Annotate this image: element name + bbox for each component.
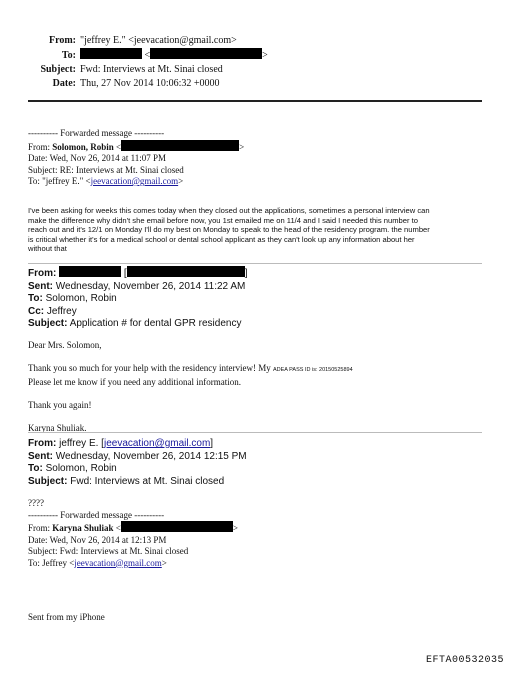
outlook-divider-1 xyxy=(28,263,482,264)
outlook2-from-row xyxy=(28,438,488,451)
header-to-row xyxy=(28,48,488,63)
letter-signature: Karyna Shuliak. xyxy=(28,422,87,433)
outlook1-to-label: To: xyxy=(28,293,43,305)
forward2-from-name: Karyna Shuliak xyxy=(52,523,114,533)
document-id-stamp: EFTA00532035 xyxy=(425,655,504,666)
letter-greeting: Dear Mrs. Solomon, xyxy=(28,340,102,350)
outlook1-from-row xyxy=(28,266,488,281)
outlook1-bracket-close: ] xyxy=(244,268,248,279)
outlook1-sent-label: Sent: xyxy=(28,280,53,292)
forward2-separator: ---------- Forwarded message ---------- xyxy=(28,509,165,520)
outlook2-to-label: To: xyxy=(28,463,43,475)
forwarded-message-2 xyxy=(28,498,488,569)
paragraph-line: is critical whether it's for a medical school or dental school applicant as they can't look up any information about her xyxy=(28,234,415,244)
forward-to-email-link[interactable]: jeevacation@gmail.com xyxy=(90,176,179,186)
outlook1-from-label: From: xyxy=(28,268,57,279)
outlook2-from-email-link[interactable]: jeevacation@gmail.com xyxy=(103,438,211,449)
forward2-to-prefix: To: Jeffrey < xyxy=(28,557,75,568)
forward-date: Date: Wed, Nov 26, 2014 at 11:07 PM xyxy=(28,153,167,163)
forward-subject: Subject: RE: Interviews at Mt. Sinai closed xyxy=(28,164,184,175)
outlook2-sent-label: Sent: xyxy=(28,450,53,462)
header-subject-value: Fwd: Interviews at Mt. Sinai closed xyxy=(80,64,223,75)
outlook1-sent-value: Wednesday, November 26, 2014 11:22 AM xyxy=(55,280,246,292)
redaction-box xyxy=(59,266,121,277)
letter-thanks: Thank you again! xyxy=(28,399,92,410)
outlook-header-2 xyxy=(28,438,488,488)
outlook1-to-row xyxy=(28,293,488,306)
header-from-row xyxy=(28,34,488,48)
paragraph-line: I've been asking for weeks this comes today when they closed out the applications, sometimes a personal interview can xyxy=(28,206,430,215)
header-date-label: Date: xyxy=(52,78,76,89)
redaction-box xyxy=(150,48,262,59)
header-to-lt: < xyxy=(144,50,151,61)
forward2-from-gt: > xyxy=(232,523,238,533)
outlook2-subject-row xyxy=(28,476,488,489)
forward-from-gt: > xyxy=(239,141,245,152)
outlook2-subject-value: Fwd: Interviews at Mt. Sinai closed xyxy=(70,475,225,487)
letter-line-1-text: Thank you so much for your help with the residency interview! My xyxy=(28,363,271,373)
outlook1-cc-label: Cc: xyxy=(28,305,45,317)
redaction-box xyxy=(121,521,233,532)
redaction-box xyxy=(121,140,239,151)
sent-from-signature: Sent from my iPhone xyxy=(28,612,105,622)
outlook1-subject-value: Application # for dental GPR residency xyxy=(69,318,242,330)
redaction-box xyxy=(80,48,142,59)
outlook1-subject-label: Subject: xyxy=(28,318,68,330)
outlook1-cc-value: Jeffrey xyxy=(46,305,77,317)
outlook2-from-close: ] xyxy=(210,438,214,449)
header-subject-label: Subject: xyxy=(40,64,76,75)
outlook-divider-2 xyxy=(28,432,482,433)
forward2-from-label: From: xyxy=(28,523,51,533)
letter-line-2: Please let me know if you need any additional information. xyxy=(28,376,241,387)
header-to-gt: > xyxy=(262,50,268,61)
forward2-date: Date: Wed, Nov 26, 2014 at 12:13 PM xyxy=(28,534,167,545)
forwarded-message-1 xyxy=(28,128,488,188)
outlook1-cc-row xyxy=(28,306,488,319)
header-date-value: Thu, 27 Nov 2014 10:06:32 +0000 xyxy=(80,78,220,89)
redaction-box xyxy=(127,266,245,277)
outlook2-from-label: From: xyxy=(28,438,57,449)
paragraph-line: make the difference why didn't she email before now, you 1st emailed me on 11/4 and I said I needed this number to xyxy=(28,215,418,225)
forward-separator: ---------- Forwarded message ---------- xyxy=(28,128,165,138)
header-to-label: To: xyxy=(61,50,76,61)
outlook2-from-name: jeffrey E. [ xyxy=(59,438,104,449)
email-header xyxy=(28,34,488,91)
forward-to-prefix: To: "jeffrey E." < xyxy=(28,176,91,186)
outlook2-to-value: Solomon, Robin xyxy=(45,463,117,475)
header-from-value: "jeffrey E." <jeevacation@gmail.com> xyxy=(80,35,237,46)
forward2-to-email-link[interactable]: jeevacation@gmail.com xyxy=(74,557,162,568)
forward-from-row xyxy=(28,140,488,154)
header-date-row xyxy=(28,77,488,91)
question-marks: ???? xyxy=(28,498,44,508)
adea-pass-id: ADEA PASS ID is: 20150525894 xyxy=(272,367,353,373)
header-from-label: From: xyxy=(48,35,76,46)
outlook1-bracket-open: [ xyxy=(123,268,127,279)
forward-from-label: From: xyxy=(28,141,51,152)
header-subject-row xyxy=(28,63,488,77)
outlook-header-1 xyxy=(28,266,488,331)
paragraph-line: without that xyxy=(28,244,67,253)
paragraph-line: reach out and it's 12/1 on Monday I'll do my best on Monday to speak to the head of the residency program. the number xyxy=(28,225,430,234)
forward2-from-lt: < xyxy=(115,523,121,533)
outlook2-to-row xyxy=(28,463,488,476)
forward2-subject: Subject: Fwd: Interviews at Mt. Sinai closed xyxy=(28,546,189,556)
outlook1-sent-row xyxy=(28,281,488,294)
forward-to-suffix: > xyxy=(178,176,184,186)
forward2-from-row xyxy=(28,521,488,535)
outlook2-subject-label: Subject: xyxy=(28,475,68,487)
forward-from-lt: < xyxy=(116,141,122,152)
reply-paragraph xyxy=(28,206,486,254)
forward2-to-suffix: > xyxy=(161,557,167,568)
outlook2-sent-value: Wednesday, November 26, 2014 12:15 PM xyxy=(55,450,247,462)
outlook1-to-value: Solomon, Robin xyxy=(45,293,117,305)
outlook1-subject-row xyxy=(28,318,488,331)
outlook2-sent-row xyxy=(28,451,488,464)
header-divider xyxy=(28,100,482,102)
letter-line-1 xyxy=(28,363,488,377)
forward-from-name: Solomon, Robin xyxy=(52,141,114,152)
forward2-to-row xyxy=(28,558,488,570)
forward-to-row xyxy=(28,176,488,188)
letter-body xyxy=(28,340,488,434)
